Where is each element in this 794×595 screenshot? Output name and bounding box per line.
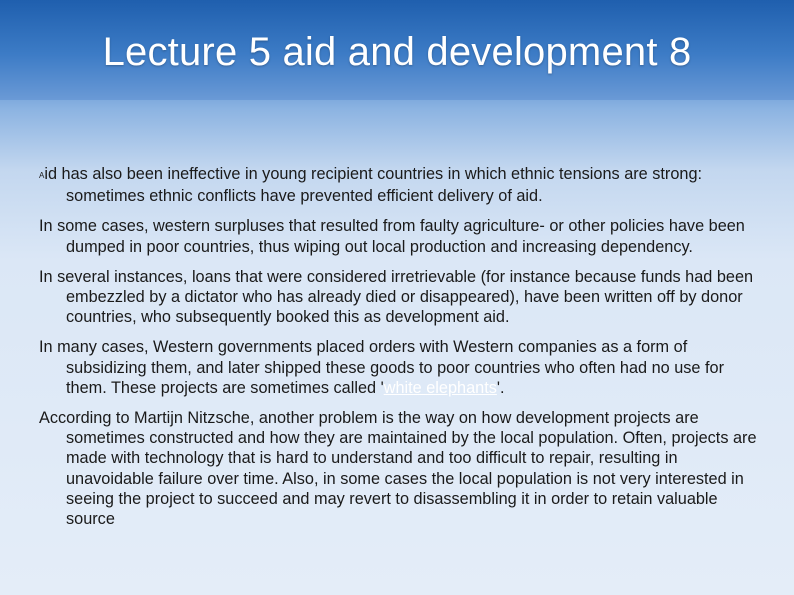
paragraph-text-end: '. — [496, 378, 505, 397]
paragraph-text: In several instances, loans that were considered irretrievable (for instance because funds had been embezzled by a dictator who has already died or disappeared), have been written off by donor countries, who subsequently booked this as development aid. — [39, 267, 754, 327]
paragraph-nitzsche — [39, 408, 769, 529]
paragraph-text: According to Martijn Nitzsche, another problem is the way on how development projects are sometimes constructed and how they are maintained by the local population. Often, projects are made with technology that is hard to understand and too difficult to repair, resulting in unavoidable failure over time. Also, in some cases the local population is not very interested in seeing the project to succeed and may revert to disassembling it in order to retain valuable source — [39, 409, 757, 529]
paragraph-text: id has also been ineffective in young recipient countries in which ethnic tensions are strong: sometimes ethnic conflicts have prevented efficient delivery of aid. — [44, 165, 703, 206]
slide-title: Lecture 5 aid and development 8 — [102, 30, 692, 74]
paragraph-ethnic-tensions — [39, 164, 769, 206]
bullet-marker: A — [39, 171, 45, 180]
slide-body — [39, 164, 769, 539]
white-elephants-link[interactable]: white elephants — [383, 378, 497, 397]
paragraph-white-elephants — [39, 337, 769, 398]
paragraph-surpluses — [39, 216, 769, 256]
paragraph-text: In many cases, Western governments placed orders with Western companies as a form of subsidizing them, and later shipped these goods to poor countries who often had no use for them. These projects are sometimes called ' — [39, 338, 725, 397]
paragraph-loans — [39, 267, 769, 328]
paragraph-text: In some cases, western surpluses that resulted from faulty agriculture- or other policies have been dumped in poor countries, thus wiping out local production and increasing dependency. — [39, 217, 745, 256]
